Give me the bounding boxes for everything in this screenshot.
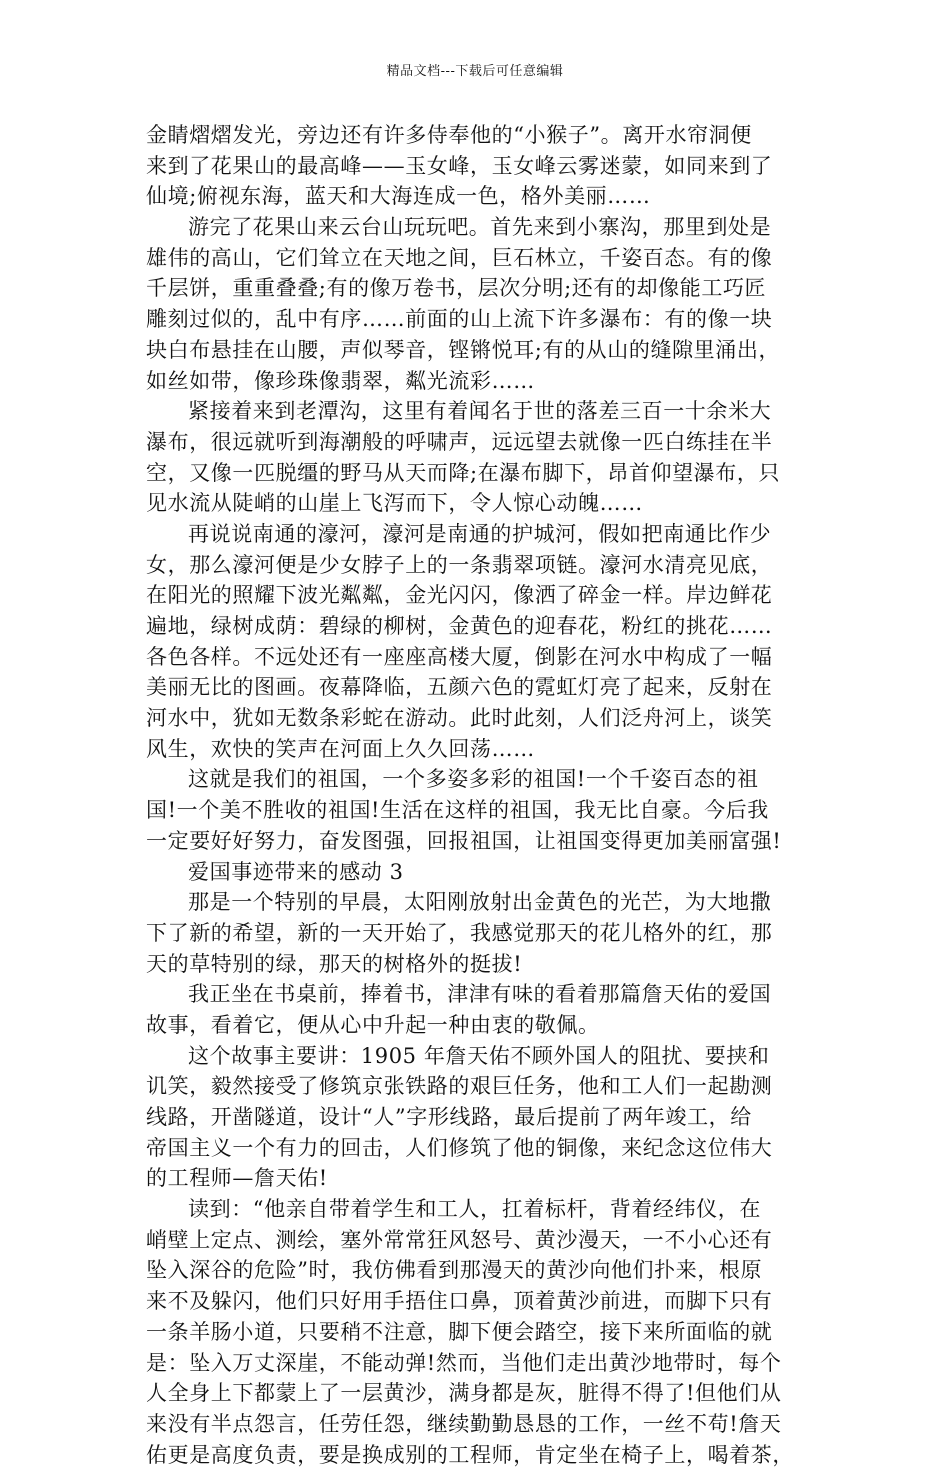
text-line: 来没有半点怨言，任劳任怨，继续勤勤恳恳的工作，一丝不苟!詹天	[146, 1411, 782, 1436]
text-line: 如丝如带，像珍珠像翡翠，粼光流彩……	[146, 368, 535, 393]
text-line: 佑更是高度负责，要是换成别的工程师，肯定坐在椅子上，喝着茶，	[146, 1442, 794, 1467]
text-line: 遍地，绿树成荫：碧绿的柳树，金黄色的迎春花，粉红的挑花……	[146, 614, 773, 638]
page-header: 精品文档---下载后可任意编辑	[386, 64, 564, 79]
text-line: 见水流从陡峭的山崖上飞泻而下，令人惊心动魄……	[146, 491, 643, 516]
text-line: 仙境;俯视东海，蓝天和大海连成一色，格外美丽……	[146, 184, 651, 209]
text-line: 爱国事迹带来的感动 3	[188, 859, 404, 884]
text-line: 各色各样。不远处还有一座座高楼大厦，倒影在河水中构成了一幅	[146, 644, 773, 669]
text-line: 一条羊肠小道，只要稍不注意，脚下便会踏空，接下来所面临的就	[146, 1319, 773, 1344]
text-line: 故事，看着它，便从心中升起一种由衷的敬佩。	[146, 1012, 600, 1037]
text-line: 空，又像一匹脱缰的野马从天而降;在瀑布脚下，昂首仰望瀑布，只	[146, 460, 781, 485]
text-line: 块白布悬挂在山腰，声似琴音，铿锵悦耳;有的从山的缝隙里涌出，	[146, 337, 781, 362]
text-line: 一定要好好努力，奋发图强，回报祖国，让祖国变得更加美丽富强!	[146, 828, 782, 853]
text-line: 那是一个特别的早晨，太阳刚放射出金黄色的光芒，为大地撒	[188, 890, 772, 915]
text-line: 河水中，犹如无数条彩蛇在游动。此时此刻，人们泛舟河上，谈笑	[146, 706, 773, 731]
text-line: 瀑布，很远就听到海潮般的呼啸声，远远望去就像一匹白练挂在半	[146, 429, 773, 454]
text-line: 讥笑，毅然接受了修筑京张铁路的艰巨任务，他和工人们一起勘测	[146, 1074, 773, 1099]
text-line: 在阳光的照耀下波光粼粼，金光闪闪，像洒了碎金一样。岸边鲜花	[146, 583, 773, 608]
text-line: 游完了花果山来云台山玩玩吧。首先来到小寨沟，那里到处是	[188, 215, 772, 240]
text-line: 女，那么濠河便是少女脖子上的一条翡翠项链。濠河水清亮见底，	[146, 552, 773, 577]
text-line: 来不及躲闪，他们只好用手捂住口鼻，顶着黄沙前进，而脚下只有	[146, 1289, 773, 1314]
text-line: 雕刻过似的，乱中有序……前面的山上流下许多瀑布：有的像一块	[146, 307, 773, 332]
text-line: 是：坠入万丈深崖，不能动弹!然而，当他们走出黄沙地带时，每个	[146, 1350, 782, 1375]
text-line: 线路，开凿隧道，设计“人”字形线路，最后提前了两年竣工，给	[146, 1105, 752, 1129]
text-line: 雄伟的高山，它们耸立在天地之间，巨石林立，千姿百态。有的像	[146, 245, 773, 270]
text-line: 千层饼，重重叠叠;有的像万卷书，层次分明;还有的却像能工巧匠	[146, 276, 767, 301]
text-line: 国!一个美不胜收的祖国!生活在这样的祖国，我无比自豪。今后我	[146, 798, 769, 823]
text-line: 金睛熠熠发光，旁边还有许多侍奉他的“小猴子”。离开水帘洞便	[146, 123, 752, 147]
text-line: 这就是我们的祖国，一个多姿多彩的祖国!一个千姿百态的祖	[188, 767, 759, 792]
text-line: 再说说南通的濠河，濠河是南通的护城河，假如把南通比作少	[188, 521, 772, 546]
text-line: 峭壁上定点、测绘，塞外常常狂风怒号、黄沙漫天，一不小心还有	[146, 1227, 773, 1252]
text-line: 的工程师—詹天佑!	[146, 1166, 328, 1191]
text-line: 下了新的希望，新的一天开始了，我感觉那天的花儿格外的红，那	[146, 920, 773, 945]
text-line: 读到：“他亲自带着学生和工人，扛着标杆，背着经纬仪，在	[188, 1197, 761, 1222]
body-text	[146, 120, 810, 1470]
text-line: 这个故事主要讲：1905 年詹天佑不顾外国人的阻扰、要挟和	[188, 1043, 770, 1068]
text-line: 帝国主义一个有力的回击，人们修筑了他的铜像，来纪念这位伟大	[146, 1135, 773, 1160]
text-line: 我正坐在书桌前，捧着书，津津有味的看着那篇詹天佑的爱国	[188, 982, 772, 1007]
text-line: 坠入深谷的危险”时，我仿佛看到那漫天的黄沙向他们扑来，根原	[146, 1258, 763, 1283]
text-line: 天的草特别的绿，那天的树格外的挺拔!	[146, 951, 523, 976]
text-line: 美丽无比的图画。夜幕降临，五颜六色的霓虹灯亮了起来，反射在	[146, 675, 773, 700]
text-line: 紧接着来到老潭沟，这里有着闻名于世的落差三百一十余米大	[188, 399, 772, 424]
text-line: 人全身上下都蒙上了一层黄沙，满身都是灰，脏得不得了!但他们从	[146, 1381, 782, 1406]
text-line: 风生，欢快的笑声在河面上久久回荡……	[146, 736, 535, 761]
text-line: 来到了花果山的最高峰——玉女峰，玉女峰云雾迷蒙，如同来到了	[146, 153, 773, 178]
